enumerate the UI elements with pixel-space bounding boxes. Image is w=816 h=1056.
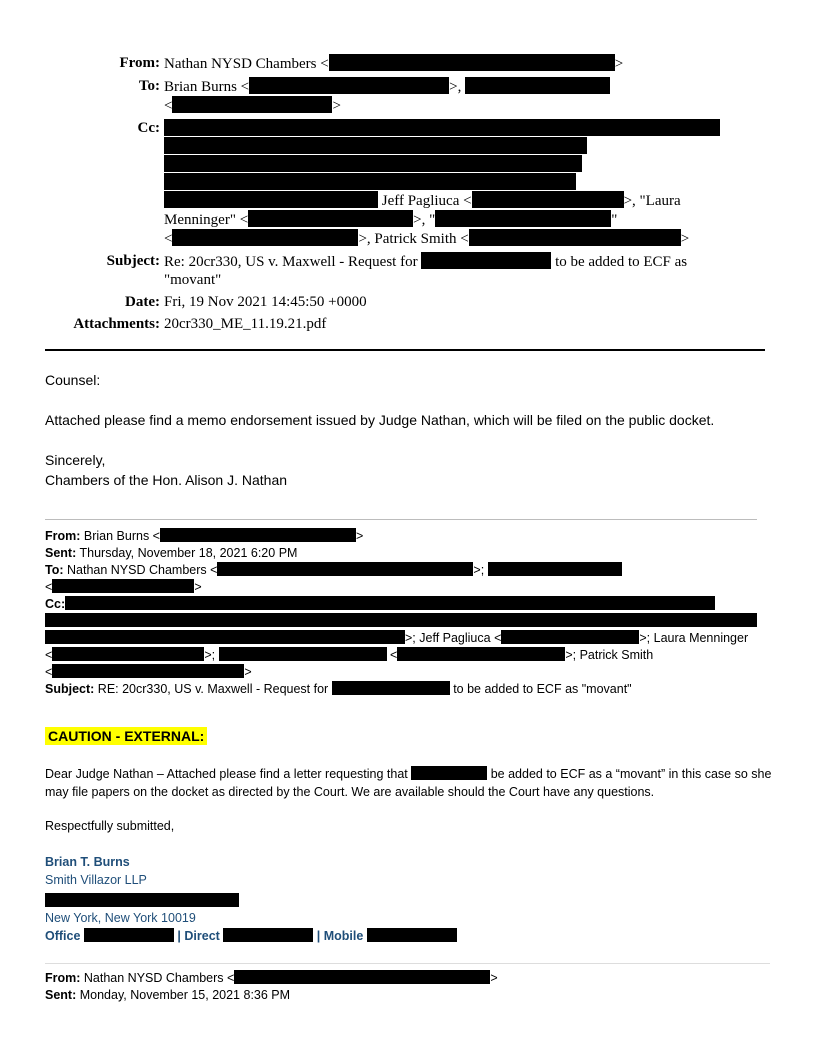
caution-banner <box>45 727 207 746</box>
to-label: To: <box>138 78 160 94</box>
redaction <box>501 630 639 644</box>
redaction <box>164 173 576 190</box>
attachment-link[interactable]: 20cr330_ME_11.19.21.pdf <box>164 316 327 332</box>
redaction <box>367 928 457 942</box>
redaction <box>164 119 720 136</box>
fwd-subject-pre: RE: 20cr330, US v. Maxwell - Request for <box>97 682 329 696</box>
from-value: Nathan NYSD Chambers < <box>164 56 329 72</box>
fwd2-sent-value: Monday, November 15, 2021 8:36 PM <box>79 988 291 1002</box>
redaction <box>421 252 551 269</box>
redaction <box>172 96 332 113</box>
subject-label: Subject: <box>106 253 160 269</box>
fwd-from-value: Brian Burns < <box>83 529 160 543</box>
sig-city: New York, New York 10019 <box>45 911 196 925</box>
attachments-label: Attachments: <box>73 316 160 332</box>
email-header <box>60 54 740 337</box>
redaction <box>329 54 615 71</box>
redaction <box>217 562 473 576</box>
redaction <box>45 893 239 907</box>
redaction <box>488 562 622 576</box>
redaction <box>52 664 244 678</box>
closing: Sincerely, <box>45 452 106 468</box>
fwd-subject-label: Subject: <box>45 682 95 696</box>
from-label: From: <box>119 55 160 71</box>
fwd-subject-post: to be added to ECF as "movant" <box>453 682 632 696</box>
cc-laura: >, "Laura Menninger" < <box>164 193 681 228</box>
forwarded-header-2: From: Nathan NYSD Chambers < > Sent: Monday, November 15, 2021 8:36 PM <box>45 971 498 1002</box>
fwd-body <box>45 765 773 801</box>
redaction <box>234 970 490 984</box>
header-subject-row <box>60 252 740 289</box>
fwd-closing: Respectfully submitted, <box>45 819 175 833</box>
header-attachments-row <box>60 315 740 333</box>
sig-firm: Smith Villazor LLP <box>45 873 147 887</box>
redaction <box>249 77 449 94</box>
redaction <box>52 647 204 661</box>
fwd2-from-value: Nathan NYSD Chambers < <box>83 971 235 985</box>
header-date-row <box>60 293 740 311</box>
fwd-cc-patrick: >; Patrick Smith <box>565 648 654 662</box>
redaction <box>397 647 565 661</box>
redaction <box>84 928 174 942</box>
sig-name: Brian T. Burns <box>45 855 130 869</box>
redaction <box>160 528 356 542</box>
divider <box>45 519 757 520</box>
redaction <box>411 766 487 780</box>
fwd-sent-label: Sent: <box>45 546 77 560</box>
subject-pre: Re: 20cr330, US v. Maxwell - Request for <box>164 254 418 270</box>
redaction <box>65 596 715 610</box>
sig-mobile-label: | Mobile <box>316 929 364 943</box>
fwd-to-label: To: <box>45 563 64 577</box>
header-to-row: To: Brian Burns < >, < > <box>60 77 740 115</box>
sig-direct-label: | Direct <box>177 929 220 943</box>
cc-label: Cc: <box>137 120 160 136</box>
header-cc-row: Cc: Jeff Pagliuca < >, "Laura Menninger" < >, " " < >, Patrick Smith < > <box>60 119 740 248</box>
redaction <box>172 229 358 246</box>
redaction <box>465 77 610 94</box>
redaction <box>164 137 587 154</box>
date-label: Date: <box>125 294 160 310</box>
signature: Chambers of the Hon. Alison J. Nathan <box>45 472 288 488</box>
salutation: Counsel: <box>45 372 101 388</box>
redaction <box>164 191 378 208</box>
redaction <box>52 579 194 593</box>
redaction <box>223 928 313 942</box>
subject-post: to be added to ECF as "movant" <box>164 254 688 288</box>
header-divider <box>45 349 765 351</box>
fwd-cc-label: Cc: <box>45 597 66 611</box>
redaction <box>45 613 757 627</box>
redaction <box>435 210 611 227</box>
caution-label: CAUTION - EXTERNAL: <box>45 727 207 745</box>
fwd-cc-laura: >; Laura Menninger <box>639 631 749 645</box>
fwd-cc-jeff: >; Jeff Pagliuca < <box>405 631 502 645</box>
cc-jeff: Jeff Pagliuca < <box>381 193 472 209</box>
redaction <box>469 229 681 246</box>
message-body: Attached please find a memo endorsement issued by Judge Nathan, which will be filed on the public docket. <box>45 412 715 428</box>
fwd-body-pre: Dear Judge Nathan – Attached please find a letter requesting that <box>45 767 408 781</box>
redaction <box>472 191 624 208</box>
to-value: Brian Burns < <box>164 79 250 95</box>
redaction <box>219 647 387 661</box>
redaction <box>248 210 413 227</box>
divider <box>45 963 770 964</box>
email-signature <box>45 853 457 945</box>
sig-office-label: Office <box>45 929 81 943</box>
redaction <box>164 155 582 172</box>
fwd-from-label: From: <box>45 529 81 543</box>
fwd2-sent-label: Sent: <box>45 988 77 1002</box>
fwd-to-value: Nathan NYSD Chambers < <box>67 563 218 577</box>
header-from-row: From: Nathan NYSD Chambers < > <box>60 54 740 73</box>
cc-patrick: >, Patrick Smith < <box>358 231 469 247</box>
fwd-body-post: be added to ECF as a “movant” in this case so she may file papers on the docket as directed by the Court. We are available should the Court have any questions. <box>45 767 772 799</box>
date-value: Fri, 19 Nov 2021 14:45:50 +0000 <box>164 294 367 310</box>
fwd2-from-label: From: <box>45 971 81 985</box>
forwarded-header-1: From: Brian Burns < > Sent: Thursday, November 18, 2021 6:20 PM To: Nathan NYSD Chambers < >; < > Cc: >; Jeff Pagliuca < >; Laura Menninger < >; < >; Patrick Smith < > Subject: RE: 20cr330, US v. Maxwell - Request for to be added to ECF as "movant" <box>45 528 770 698</box>
fwd-sent-value: Thursday, November 18, 2021 6:20 PM <box>79 546 298 560</box>
redaction <box>45 630 405 644</box>
redaction <box>332 681 450 695</box>
